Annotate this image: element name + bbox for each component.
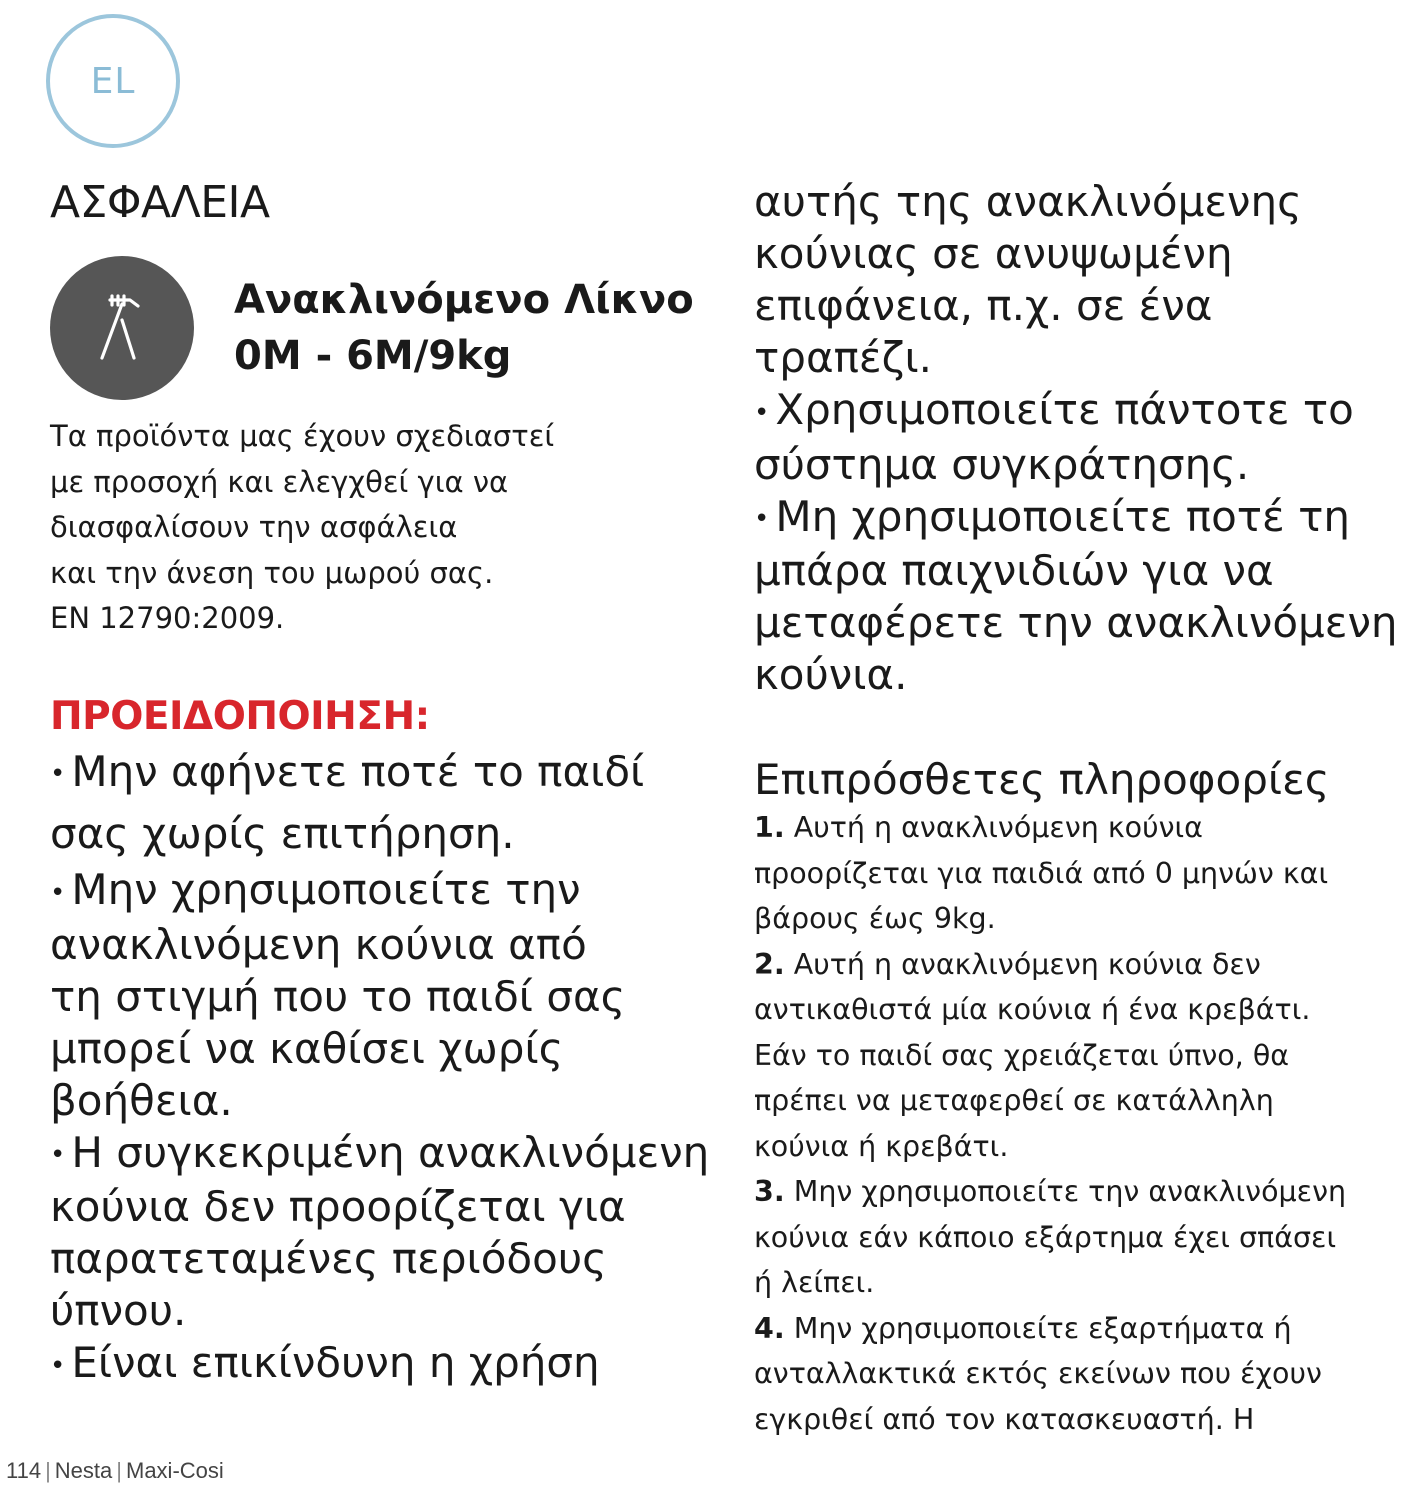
warning-line: μεταφέρετε την ανακλινόμενη <box>754 598 1398 647</box>
warning-line: αυτής της ανακλινόμενης <box>754 177 1302 226</box>
section-title: ΑΣΦΑΛΕΙΑ <box>50 177 270 228</box>
warning-line: μπάρα παιχνιδιών για να <box>754 546 1274 595</box>
item-line: ανταλλακτικά εκτός εκείνων που έχουν <box>754 1357 1322 1390</box>
warning-title: ΠΡΟΕΙΔΟΠΟΙΗΣΗ: <box>50 693 430 739</box>
item-line: Αυτή η ανακλινόμενη κούνια <box>793 811 1203 844</box>
intro-line: Τα προϊόντα μας έχουν σχεδιαστεί <box>50 419 555 453</box>
warning-line: ανακλινόμενη κούνια από <box>50 919 587 969</box>
left-column <box>50 176 720 1392</box>
bullet-icon: • <box>50 877 66 908</box>
item-line: Μην χρησιμοποιείτε εξαρτήματα ή <box>793 1311 1292 1345</box>
bouncer-icon <box>50 256 194 400</box>
item-line: κούνια εάν κάποιο εξάρτημα έχει σπάσει <box>754 1220 1337 1254</box>
item-line: Εάν το παιδί σας χρειάζεται ύπνο, θα <box>754 1038 1290 1072</box>
warning-line: κούνιας σε ανυψωμένη <box>754 229 1233 278</box>
item-number: 4. <box>754 1311 785 1345</box>
numbered-item <box>754 1306 1402 1443</box>
product-age-weight: 0M - 6M/9kg <box>234 333 512 379</box>
product-name <box>234 272 694 384</box>
bullet-icon: • <box>754 397 770 428</box>
item-line: πρέπει να μεταφερθεί σε κατάλληλη <box>754 1084 1274 1117</box>
warning-line: Μη χρησιμοποιείτε ποτέ τη <box>775 491 1351 541</box>
right-column <box>754 176 1402 1442</box>
warning-list <box>50 742 720 1392</box>
item-line: Αυτή η ανακλινόμενη κούνια δεν <box>793 947 1261 981</box>
warning-line: Μην αφήνετε ποτέ το παιδί <box>71 746 645 796</box>
item-number: 1. <box>754 811 785 844</box>
additional-info-title: Επιπρόσθετες πληροφορίες <box>754 755 1330 804</box>
warning-line: σας χωρίς επιτήρηση. <box>50 809 515 858</box>
item-line: Μην χρησιμοποιείτε την ανακλινόμενη <box>793 1175 1347 1208</box>
footer-brand: Maxi-Cosi <box>126 1458 224 1483</box>
warning-continued <box>754 176 1402 701</box>
warning-item <box>754 384 1402 491</box>
numbered-list <box>754 805 1402 1442</box>
warning-item <box>50 864 720 1127</box>
item-line: βάρους έως 9kg. <box>754 902 996 935</box>
product-name-line-1: Ανακλινόμενο Λίκνο <box>234 277 694 323</box>
warning-line: παρατεταμένες περιόδους <box>50 1234 607 1283</box>
item-line: ή λείπει. <box>754 1266 875 1299</box>
numbered-item <box>754 1169 1402 1306</box>
warning-line: σύστημα συγκράτησης. <box>754 439 1250 489</box>
warning-item <box>50 804 720 864</box>
item-line: εγκριθεί από τον κατασκευαστή. Η <box>754 1402 1255 1436</box>
item-number: 2. <box>754 947 785 981</box>
intro-paragraph <box>50 414 720 642</box>
warning-line: επιφάνεια, π.χ. σε ένα τραπέζι. <box>754 281 1213 382</box>
item-line: κούνια ή κρεβάτι. <box>754 1129 1009 1163</box>
warning-item <box>50 1337 720 1392</box>
bullet-icon: • <box>50 759 66 789</box>
warning-line: Είναι επικίνδυνη η χρήση <box>71 1338 600 1387</box>
intro-line: διασφαλίσουν την ασφάλεια <box>50 510 458 544</box>
bullet-icon: • <box>50 1350 66 1381</box>
footer-product: Nesta <box>54 1458 113 1483</box>
warning-line: κούνια δεν προορίζεται για <box>50 1182 626 1231</box>
warning-line: Μην χρησιμοποιείτε την <box>71 865 581 914</box>
warning-item <box>50 742 720 805</box>
footer-divider: | <box>45 1458 51 1483</box>
numbered-item <box>754 805 1402 942</box>
item-number: 3. <box>754 1175 785 1208</box>
footer-divider: | <box>116 1458 122 1483</box>
item-line: προορίζεται για παιδιά από 0 μηνών και <box>754 856 1329 890</box>
intro-line: EN 12790:2009. <box>50 601 285 635</box>
bullet-icon: • <box>754 504 770 534</box>
bullet-icon: • <box>50 1140 66 1170</box>
warning-line: βοήθεια. <box>50 1075 233 1125</box>
item-line: αντικαθιστά μία κούνια ή ένα κρεβάτι. <box>754 993 1311 1026</box>
language-badge <box>46 14 180 148</box>
warning-item <box>754 491 1402 702</box>
warning-line: Η συγκεκριμένη ανακλινόμενη <box>71 1127 710 1177</box>
warning-line: κούνια. <box>754 650 908 699</box>
language-code: EL <box>90 60 136 102</box>
intro-line: με προσοχή και ελεγχθεί για να <box>50 464 509 499</box>
numbered-item <box>754 942 1402 1170</box>
warning-line: μπορεί να καθίσει χωρίς <box>50 1023 564 1073</box>
page-footer <box>6 1458 224 1484</box>
warning-line: Χρησιμοποιείτε πάντοτε το <box>775 385 1354 434</box>
warning-item <box>50 1127 720 1338</box>
product-header <box>50 256 720 400</box>
warning-line: τη στιγμή που το παιδί σας <box>50 971 626 1021</box>
intro-line: και την άνεση του μωρού σας. <box>50 555 494 590</box>
page-number: 114 <box>6 1458 42 1483</box>
warning-line: ύπνου. <box>50 1286 187 1335</box>
